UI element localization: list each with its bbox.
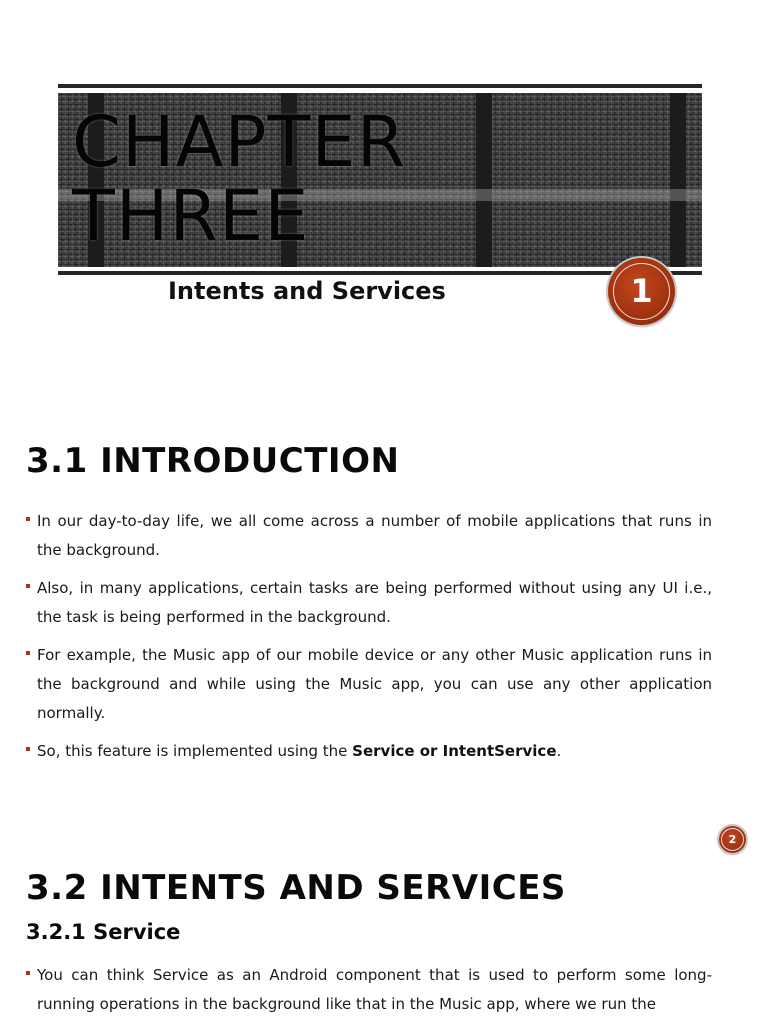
bullet-text-prefix: So, this feature is implemented using the xyxy=(37,742,353,760)
section-heading-intents-and-services: 3.2 INTENTS AND SERVICES xyxy=(26,868,566,908)
bullet-item: For example, the Music app of our mobile device or any other Music application runs in the background and while using the Music app, you can use any other application normally. xyxy=(26,641,712,728)
chapter-title-line1: CHAPTER xyxy=(72,101,407,183)
bullet-text-bold: Service or IntentService xyxy=(352,742,557,760)
title-slide xyxy=(0,0,768,384)
banner-top-rule xyxy=(58,84,702,88)
service-bullet-list xyxy=(26,961,712,1028)
banner-stripe xyxy=(476,93,492,267)
chapter-title-line2: THREE xyxy=(72,175,310,257)
page-number-badge: 1 xyxy=(608,258,675,325)
page-number-badge: 2 xyxy=(719,826,746,853)
introduction-bullet-list xyxy=(26,507,712,775)
chapter-subtitle: Intents and Services xyxy=(168,277,446,305)
chapter-title xyxy=(72,101,407,257)
subsection-heading-service: 3.2.1 Service xyxy=(26,920,181,944)
section-heading-introduction: 3.1 INTRODUCTION xyxy=(26,441,400,481)
bullet-item-service xyxy=(26,737,712,766)
banner-bottom-rule xyxy=(58,271,702,275)
bullet-item: In our day-to-day life, we all come across a number of mobile applications that runs in the background. xyxy=(26,507,712,565)
bullet-item: Also, in many applications, certain tasks are being performed without using any UI i.e., the task is being performed in the background. xyxy=(26,574,712,632)
bullet-text-suffix: . xyxy=(556,742,562,760)
bullet-item: You can think Service as an Android component that is used to perform some long-running operations in the background like that in the Music app, where we run the xyxy=(26,961,712,1019)
banner-stripe xyxy=(670,93,686,267)
